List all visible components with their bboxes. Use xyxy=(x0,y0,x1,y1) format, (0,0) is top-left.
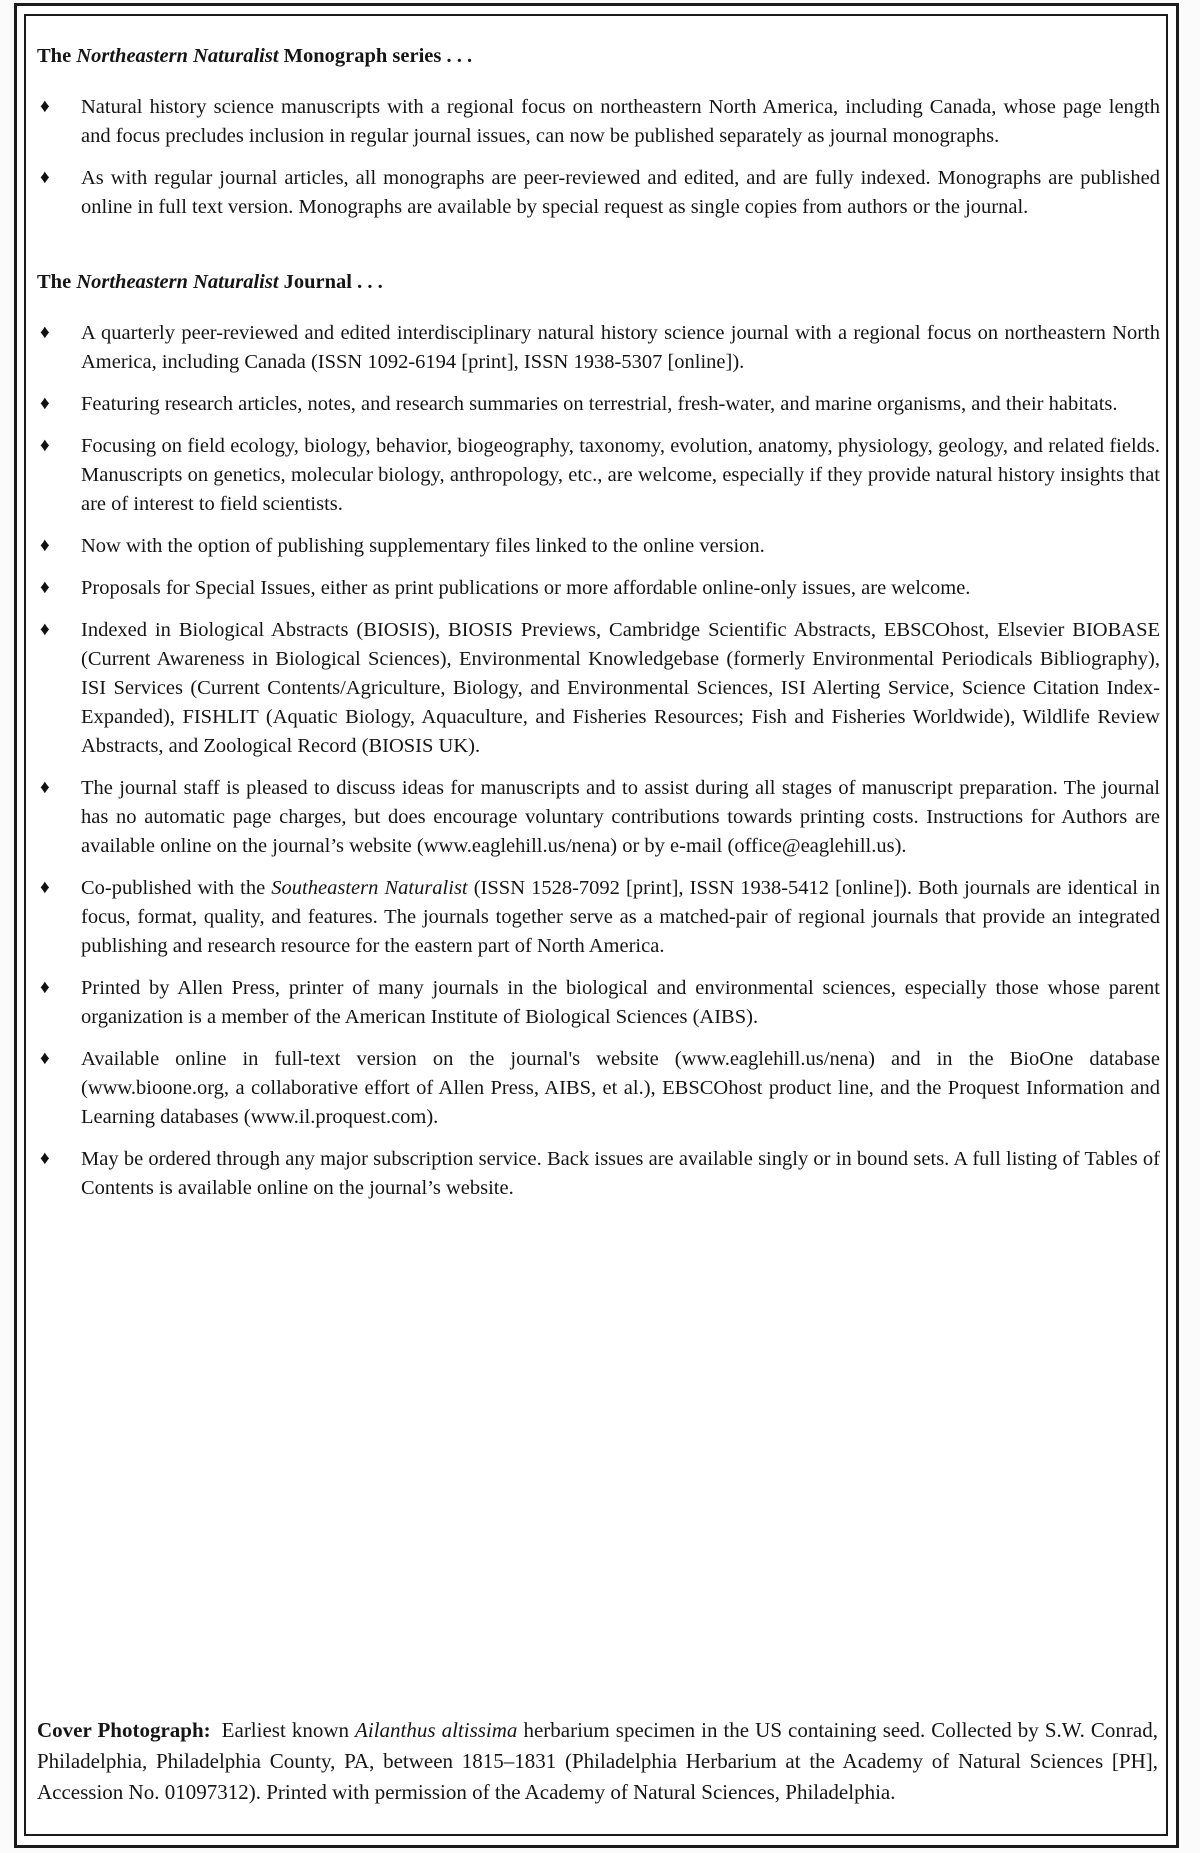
title-prefix: The xyxy=(37,271,77,293)
species-name-italic: Ailanthus altissima xyxy=(355,1718,518,1742)
diamond-bullet-icon: ♦ xyxy=(40,1148,50,1169)
journal-name-italic: Northeastern Naturalist xyxy=(76,45,279,67)
journal-name-italic: Southeastern Naturalist xyxy=(271,877,468,899)
diamond-bullet-icon: ♦ xyxy=(40,619,50,640)
cover-note-text-suffix: herbarium specimen in the US containing seed. Collected by S.W. Conrad, Philadelphia, Philadelphia County, PA, between 1815–1831 (Philadelphia Herbarium at the Academy of Natural Sciences [PH], Accession No. 01097312). Printed with permission of the Academy of Natural Sciences, Philadelphia. xyxy=(37,1718,1158,1804)
item-text: Indexed in Biological Abstracts (BIOSIS), BIOSIS Previews, Cambridge Scientific Abstracts, EBSCOhost, Elsevier BIOBASE (Current Awareness in Biological Sciences), Environmental Knowledgebase (formerly Environmental Periodicals Bibliography), ISI Services (Current Contents/Agriculture, Biology, and Environmental Sciences, ISI Alerting Service, Science Citation Index-Expanded), FISHLIT (Aquatic Biology, Aquaculture, and Fisheries Resources; Fish and Fisheries Worldwide), Wildlife Review Abstracts, and Zoological Record (BIOSIS UK). xyxy=(81,619,1160,757)
list-item xyxy=(37,1145,1160,1203)
journal-name-italic: Northeastern Naturalist xyxy=(76,271,279,293)
list-item xyxy=(37,390,1160,419)
page-outer-border xyxy=(14,3,1179,1848)
item-text: Featuring research articles, notes, and research summaries on terrestrial, fresh-water, and marine organisms, and their habitats. xyxy=(81,393,1118,415)
diamond-bullet-icon: ♦ xyxy=(40,577,50,598)
item-text: A quarterly peer-reviewed and edited interdisciplinary natural history science journal with a regional focus on northeastern North America, including Canada (ISSN 1092-6194 [print], ISSN 1938-5307 [online]). xyxy=(81,322,1160,373)
list-item xyxy=(37,1045,1160,1132)
item-text: Focusing on field ecology, biology, behavior, biogeography, taxonomy, evolution, anatomy, physiology, geology, and related fields. Manuscripts on genetics, molecular biology, anthropology, etc., are welcome, especially if they provide natural history insights that are of interest to field scientists. xyxy=(81,435,1160,515)
cover-photograph-label: Cover Photograph: xyxy=(37,1718,211,1742)
diamond-bullet-icon: ♦ xyxy=(40,435,50,456)
cover-note-text-prefix: Earliest known xyxy=(215,1718,356,1742)
diamond-bullet-icon: ♦ xyxy=(40,393,50,414)
diamond-bullet-icon: ♦ xyxy=(40,322,50,343)
diamond-bullet-icon: ♦ xyxy=(40,777,50,798)
list-item xyxy=(37,774,1160,861)
item-text: Proposals for Special Issues, either as print publications or more affordable online-only issues, are welcome. xyxy=(81,577,971,599)
diamond-bullet-icon: ♦ xyxy=(40,167,50,188)
list-item xyxy=(37,532,1160,561)
title-suffix: Journal . . . xyxy=(278,271,383,293)
list-item xyxy=(37,164,1160,222)
list-item xyxy=(37,432,1160,519)
journal-bullet-list xyxy=(37,319,1160,1203)
list-item xyxy=(37,574,1160,603)
cover-photograph-note xyxy=(37,1715,1158,1808)
journal-section xyxy=(37,268,1160,1203)
item-text: Natural history science manuscripts with a regional focus on northeastern North America, including Canada, whose page length and focus precludes inclusion in regular journal issues, can now be published separately as journal monographs. xyxy=(81,96,1160,147)
journal-section-title xyxy=(37,268,1160,297)
diamond-bullet-icon: ♦ xyxy=(40,877,50,898)
title-suffix: Monograph series . . . xyxy=(278,45,473,67)
item-text-suffix: (ISSN 1528-7092 [print], ISSN 1938-5412 [online]). Both journals are identical in focus, format, quality, and features. The journals together serve as a matched-pair of regional journals that provide an integrated publishing and research resource for the eastern part of North America. xyxy=(81,877,1160,957)
diamond-bullet-icon: ♦ xyxy=(40,977,50,998)
item-text: The journal staff is pleased to discuss ideas for manuscripts and to assist during all stages of manuscript preparation. The journal has no automatic page charges, but does encourage voluntary contributions towards printing costs. Instructions for Authors are available online on the journal’s website (www.eaglehill.us/nena) or by e-mail (office@eaglehill.us). xyxy=(81,777,1160,857)
list-item xyxy=(37,974,1160,1032)
monograph-section-title xyxy=(37,42,1160,71)
item-text-prefix: Co-published with the xyxy=(81,877,272,899)
page-inner-border xyxy=(24,14,1168,1836)
item-text: Available online in full-text version on the journal's website (www.eaglehill.us/nena) and in the BioOne database (www.bioone.org, a collaborative effort of Allen Press, AIBS, et al.), EBSCOhost product line, and the Proquest Information and Learning databases (www.il.proquest.com). xyxy=(81,1048,1160,1128)
item-text: May be ordered through any major subscription service. Back issues are available singly or in bound sets. A full listing of Tables of Contents is available online on the journal’s website. xyxy=(81,1148,1160,1199)
monograph-bullet-list xyxy=(37,93,1160,222)
list-item xyxy=(37,93,1160,151)
diamond-bullet-icon: ♦ xyxy=(40,96,50,117)
item-text: Now with the option of publishing supplementary files linked to the online version. xyxy=(81,535,765,557)
item-text: As with regular journal articles, all monographs are peer-reviewed and edited, and are fully indexed. Monographs are published online in full text version. Monographs are available by special request as single copies from authors or the journal. xyxy=(81,167,1160,218)
item-text: Printed by Allen Press, printer of many journals in the biological and environmental sciences, especially those whose parent organization is a member of the American Institute of Biological Sciences (AIBS). xyxy=(81,977,1160,1028)
monograph-series-section xyxy=(37,42,1160,222)
list-item xyxy=(37,616,1160,761)
list-item xyxy=(37,874,1160,961)
diamond-bullet-icon: ♦ xyxy=(40,535,50,556)
diamond-bullet-icon: ♦ xyxy=(40,1048,50,1069)
title-prefix: The xyxy=(37,45,77,67)
list-item xyxy=(37,319,1160,377)
